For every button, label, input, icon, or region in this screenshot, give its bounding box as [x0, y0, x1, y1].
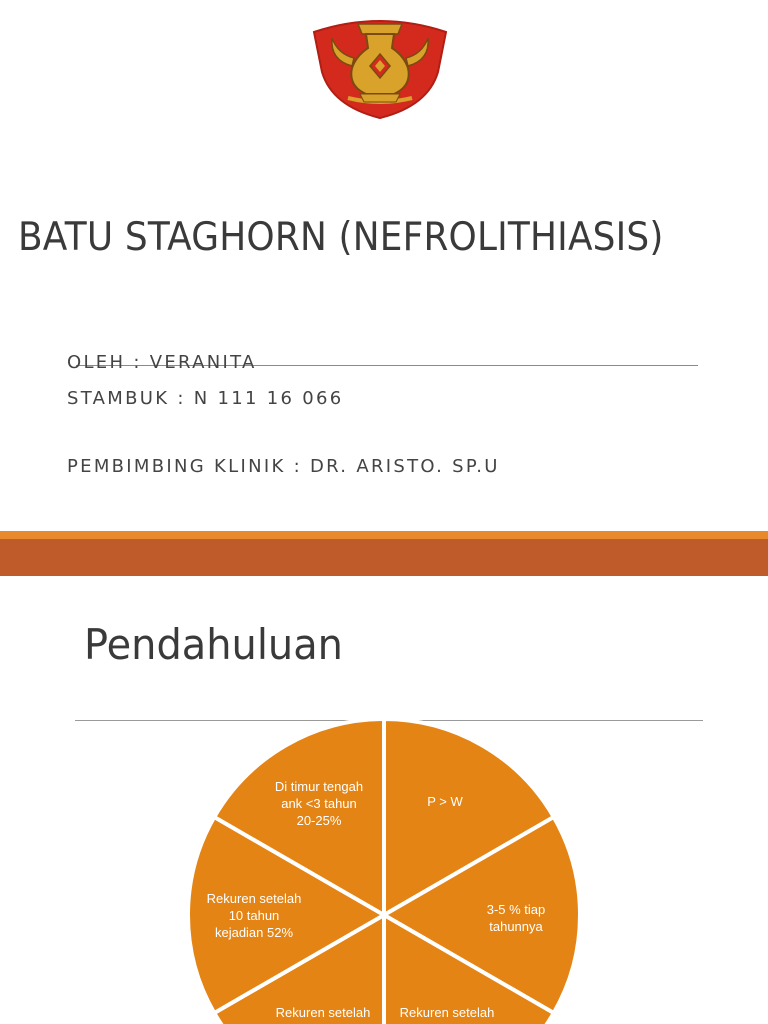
- university-emblem-icon: [308, 2, 452, 122]
- pie-label-recurrence-10yr: [188, 890, 320, 941]
- pie-label-middle-east: [254, 778, 384, 829]
- pie-label-p-w: P > W: [427, 794, 463, 809]
- content-slide: [0, 576, 768, 1024]
- supervisor-line: PEMBIMBING KLINIK : DR. ARISTO. SP.U: [67, 456, 500, 477]
- pie-label-middle-east-text: Di timur tengah ank <3 tahun 20-25%: [274, 779, 364, 828]
- presentation-title: BATU STAGHORN (NEFROLITHIASIS): [18, 215, 664, 260]
- slide-accent-band: [0, 531, 768, 539]
- pie-label-yearly-rate-text: 3-5 % tiap tahunnya: [486, 902, 546, 934]
- author-line: OLEH : VERANITA: [67, 352, 257, 373]
- slide-heading: Pendahuluan: [84, 620, 343, 669]
- pie-diagram: [0, 576, 768, 1024]
- stambuk-line: STAMBUK : N 111 16 066: [67, 388, 344, 409]
- pie-label-recurrence-right: Rekuren setelah: [399, 1005, 495, 1020]
- pie-label-yearly-rate: [466, 901, 566, 935]
- pie-label-recurrence-left: Rekuren setelah: [275, 1005, 371, 1020]
- slide-separator-band: [0, 539, 768, 576]
- pie-label-recurrence-10yr-text: Rekuren setelah 10 tahun kejadian 52%: [206, 891, 302, 940]
